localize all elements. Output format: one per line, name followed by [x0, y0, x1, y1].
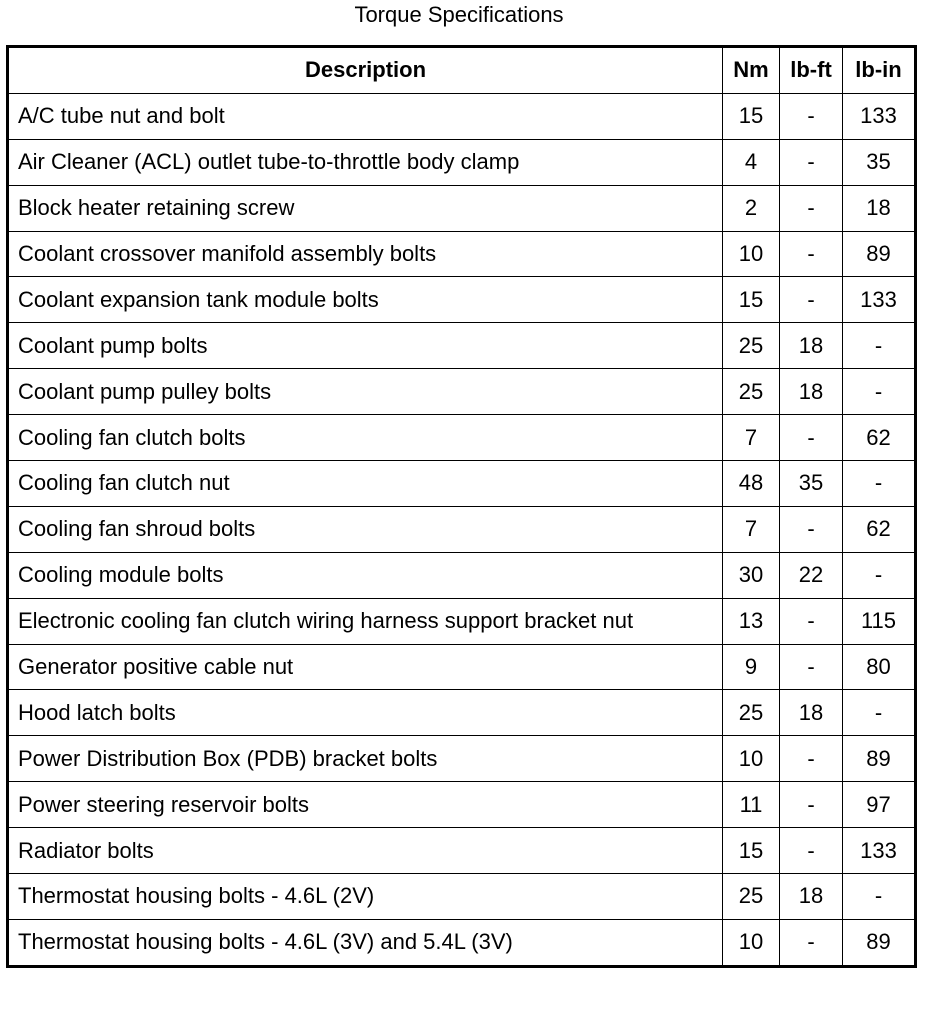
cell-description: Coolant pump pulley bolts	[8, 369, 723, 415]
cell-lbin: -	[843, 552, 916, 598]
table-row	[8, 415, 916, 461]
cell-lbft: -	[780, 231, 843, 277]
cell-description: Hood latch bolts	[8, 690, 723, 736]
torque-spec-table	[6, 45, 917, 968]
cell-description: Power steering reservoir bolts	[8, 782, 723, 828]
table-row	[8, 736, 916, 782]
column-header-lbin: lb-in	[843, 47, 916, 94]
cell-lbin: 62	[843, 415, 916, 461]
cell-lbin: -	[843, 461, 916, 507]
table-row	[8, 919, 916, 966]
cell-lbin: 115	[843, 598, 916, 644]
cell-description: Power Distribution Box (PDB) bracket bolts	[8, 736, 723, 782]
cell-description: Thermostat housing bolts - 4.6L (3V) and 5.4L (3V)	[8, 919, 723, 966]
cell-nm: 25	[723, 323, 780, 369]
column-header-nm: Nm	[723, 47, 780, 94]
cell-description: Cooling module bolts	[8, 552, 723, 598]
page-title: Torque Specifications	[354, 2, 564, 27]
cell-lbin: 18	[843, 185, 916, 231]
cell-description: A/C tube nut and bolt	[8, 93, 723, 139]
cell-nm: 15	[723, 277, 780, 323]
cell-lbft: -	[780, 736, 843, 782]
table-header-row	[8, 47, 916, 94]
cell-nm: 25	[723, 369, 780, 415]
cell-lbft: -	[780, 506, 843, 552]
cell-lbft: 18	[780, 690, 843, 736]
cell-nm: 11	[723, 782, 780, 828]
cell-lbft: -	[780, 93, 843, 139]
table-body	[8, 93, 916, 966]
cell-nm: 4	[723, 139, 780, 185]
cell-lbin: 89	[843, 919, 916, 966]
cell-lbft: -	[780, 598, 843, 644]
cell-description: Thermostat housing bolts - 4.6L (2V)	[8, 874, 723, 920]
cell-lbin: 89	[843, 231, 916, 277]
cell-lbft: -	[780, 919, 843, 966]
cell-nm: 7	[723, 415, 780, 461]
cell-description: Coolant expansion tank module bolts	[8, 277, 723, 323]
cell-lbft: 18	[780, 369, 843, 415]
table-row	[8, 828, 916, 874]
cell-lbin: 97	[843, 782, 916, 828]
cell-lbft: -	[780, 139, 843, 185]
cell-nm: 15	[723, 828, 780, 874]
cell-lbin: -	[843, 690, 916, 736]
table-row	[8, 644, 916, 690]
cell-lbft: -	[780, 277, 843, 323]
table-row	[8, 506, 916, 552]
cell-nm: 25	[723, 874, 780, 920]
cell-lbin: 89	[843, 736, 916, 782]
cell-description: Coolant pump bolts	[8, 323, 723, 369]
cell-lbft: -	[780, 828, 843, 874]
cell-lbft: 18	[780, 323, 843, 369]
table-row	[8, 139, 916, 185]
cell-nm: 10	[723, 919, 780, 966]
cell-nm: 7	[723, 506, 780, 552]
cell-lbft: 22	[780, 552, 843, 598]
table-row	[8, 874, 916, 920]
cell-description: Air Cleaner (ACL) outlet tube-to-throttle body clamp	[8, 139, 723, 185]
table-row	[8, 185, 916, 231]
cell-lbin: 133	[843, 277, 916, 323]
table-row	[8, 93, 916, 139]
cell-lbft: -	[780, 782, 843, 828]
table-row	[8, 231, 916, 277]
column-header-lbft: lb-ft	[780, 47, 843, 94]
cell-description: Cooling fan clutch bolts	[8, 415, 723, 461]
cell-nm: 15	[723, 93, 780, 139]
cell-lbin: -	[843, 874, 916, 920]
cell-lbin: 35	[843, 139, 916, 185]
cell-nm: 9	[723, 644, 780, 690]
cell-description: Cooling fan clutch nut	[8, 461, 723, 507]
table-row	[8, 277, 916, 323]
cell-lbin: -	[843, 369, 916, 415]
table-row	[8, 323, 916, 369]
cell-lbft: 18	[780, 874, 843, 920]
cell-lbft: 35	[780, 461, 843, 507]
cell-lbin: 62	[843, 506, 916, 552]
cell-description: Radiator bolts	[8, 828, 723, 874]
cell-nm: 48	[723, 461, 780, 507]
cell-lbin: -	[843, 323, 916, 369]
cell-nm: 10	[723, 736, 780, 782]
cell-description: Cooling fan shroud bolts	[8, 506, 723, 552]
cell-lbft: -	[780, 644, 843, 690]
cell-nm: 2	[723, 185, 780, 231]
table-row	[8, 369, 916, 415]
cell-lbft: -	[780, 185, 843, 231]
cell-lbft: -	[780, 415, 843, 461]
cell-description: Generator positive cable nut	[8, 644, 723, 690]
table-row	[8, 461, 916, 507]
cell-lbin: 80	[843, 644, 916, 690]
table-row	[8, 782, 916, 828]
cell-lbin: 133	[843, 828, 916, 874]
cell-nm: 30	[723, 552, 780, 598]
table-row	[8, 598, 916, 644]
cell-description: Electronic cooling fan clutch wiring harness support bracket nut	[8, 598, 723, 644]
cell-nm: 13	[723, 598, 780, 644]
cell-lbin: 133	[843, 93, 916, 139]
cell-description: Coolant crossover manifold assembly bolts	[8, 231, 723, 277]
cell-nm: 10	[723, 231, 780, 277]
table-row	[8, 552, 916, 598]
column-header-description: Description	[8, 47, 723, 94]
table-row	[8, 690, 916, 736]
cell-nm: 25	[723, 690, 780, 736]
cell-description: Block heater retaining screw	[8, 185, 723, 231]
